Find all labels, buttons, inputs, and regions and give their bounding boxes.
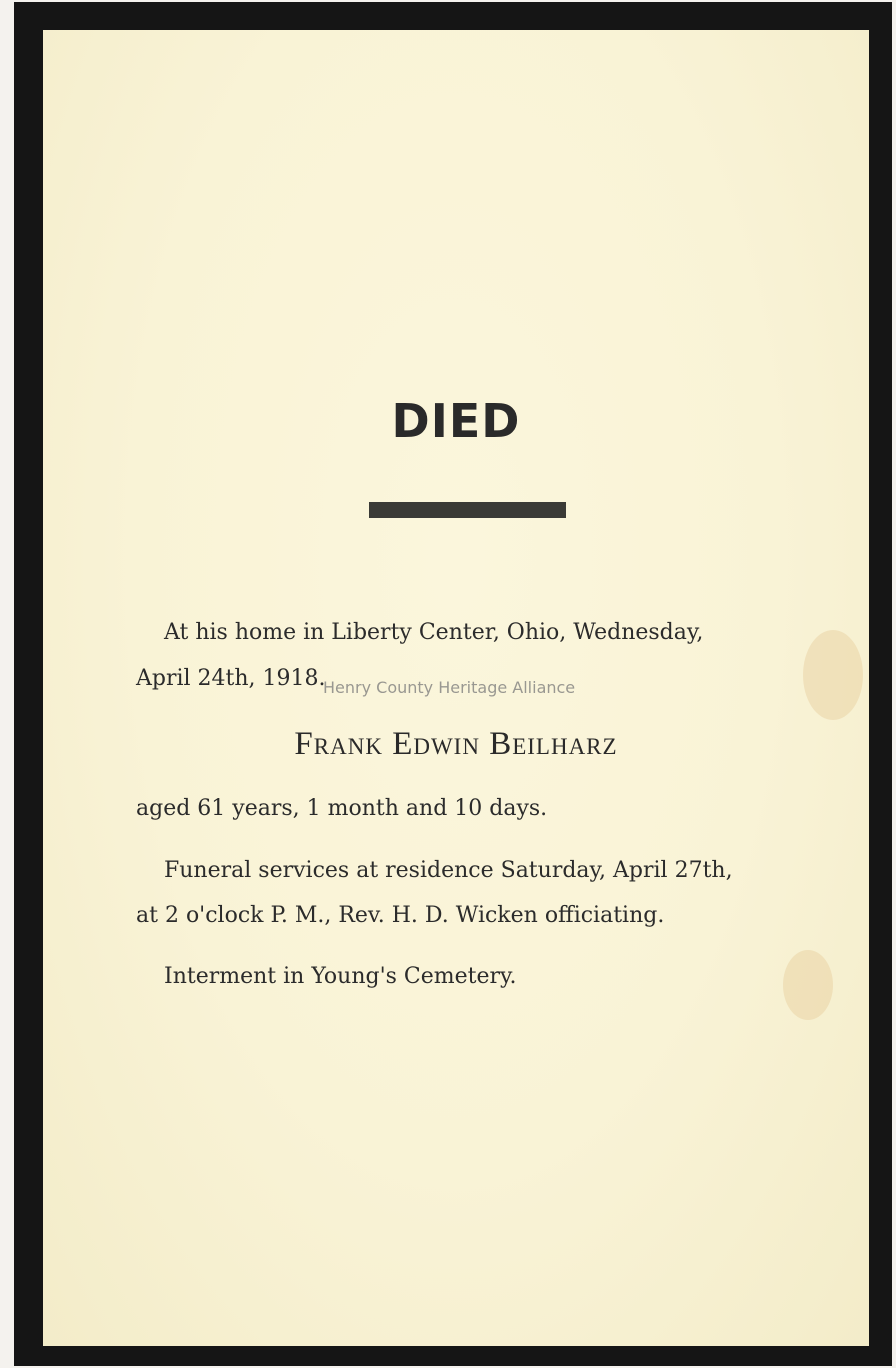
death-date-line: April 24th, 1918. bbox=[136, 666, 326, 691]
paper-stain bbox=[803, 630, 863, 720]
paper-stain bbox=[783, 950, 833, 1020]
mourning-card bbox=[43, 30, 869, 1346]
death-place-line: At his home in Liberty Center, Ohio, Wednesday, bbox=[164, 620, 704, 645]
funeral-line-1: Funeral services at residence Saturday, April 27th, bbox=[164, 858, 733, 883]
age-line: aged 61 years, 1 month and 10 days. bbox=[136, 796, 548, 821]
funeral-line-2: at 2 o'clock P. M., Rev. H. D. Wicken officiating. bbox=[136, 903, 665, 928]
black-rule bbox=[369, 502, 566, 518]
deceased-name: Frank Edwin Beilharz bbox=[294, 726, 618, 762]
watermark-text: Henry County Heritage Alliance bbox=[323, 678, 576, 697]
mourning-card-border bbox=[14, 2, 892, 1366]
interment-line: Interment in Young's Cemetery. bbox=[164, 964, 517, 989]
card-heading: DIED bbox=[391, 394, 521, 448]
